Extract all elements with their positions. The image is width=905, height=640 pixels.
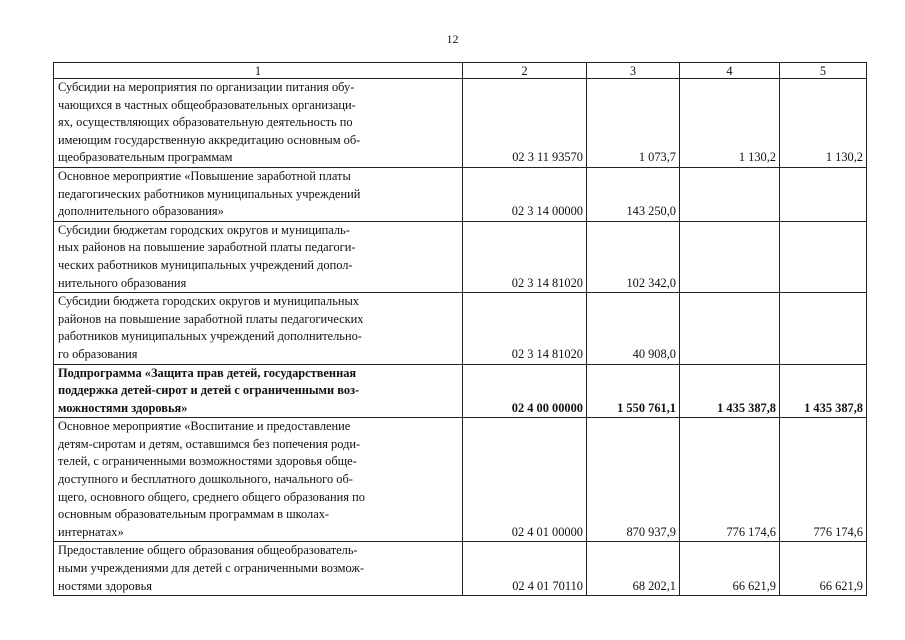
row-name-line: поддержка детей-сирот и детей с ограниченными воз- [58,383,360,398]
row-name-line: доступного и бесплатного дошкольного, начального об- [58,472,353,487]
row-value-cell: 66 621,9 [780,542,867,596]
row-name-line: ных районов на повышение заработной платы педагоги- [58,240,356,255]
row-value-cell [680,167,780,221]
row-name-line: интернатах» [58,524,124,539]
row-name-line: Субсидии на мероприятия по организации питания обу- [58,80,355,94]
row-name-line: педагогических работников муниципальных учреждений [58,186,361,201]
row-value-cell: 1 435 387,8 [680,364,780,418]
row-name-line: работников муниципальных учреждений дополнительно- [58,329,362,344]
row-value-cell [780,167,867,221]
row-value-cell: 66 621,9 [680,542,780,596]
row-name-line: имеющим государственную аккредитацию основным об- [58,132,361,147]
row-name-line: Подпрограмма «Защита прав детей, государственная [58,365,357,380]
column-header: 1 [54,63,463,79]
table-row [54,79,867,168]
row-name-line: можностями здоровья» [58,400,188,415]
column-header: 3 [587,63,680,79]
row-name-cell [54,221,463,292]
row-code-cell: 02 4 01 00000 [463,418,587,542]
row-value-cell: 776 174,6 [780,418,867,542]
row-name-line: телей, с ограниченными возможностями здоровья обще- [58,454,357,469]
table-row [54,418,867,542]
row-code-cell: 02 3 14 81020 [463,293,587,364]
row-name-line: ях, осуществляющих образовательную деятельность по [58,115,353,130]
row-value-cell: 68 202,1 [587,542,680,596]
row-value-cell [780,293,867,364]
row-value-cell: 870 937,9 [587,418,680,542]
row-name-line: Субсидии бюджетам городских округов и муниципаль- [58,222,350,237]
row-value-cell: 1 130,2 [780,79,867,168]
table-body [54,79,867,596]
row-value-cell: 1 130,2 [680,79,780,168]
row-name-line: детям-сиротам и детям, оставшимся без попечения роди- [58,436,361,451]
table-row [54,221,867,292]
row-name-line: Основное мероприятие «Повышение заработной платы [58,168,351,183]
row-value-cell: 40 908,0 [587,293,680,364]
row-name-line: Субсидии бюджета городских округов и муниципальных [58,294,360,309]
row-name-line: основным образовательным программам в школах- [58,507,330,522]
row-name-line: районов на повышение заработной платы педагогических [58,311,364,326]
row-name-line: Предоставление общего образования общеобразователь- [58,543,358,558]
row-name-line: Основное мероприятие «Воспитание и предоставление [58,419,351,434]
page-number: 12 [446,32,459,46]
table-row [54,364,867,418]
row-code-cell: 02 3 11 93570 [463,79,587,168]
row-value-cell: 776 174,6 [680,418,780,542]
row-value-cell: 1 073,7 [587,79,680,168]
row-name-line: го образования [58,346,138,361]
row-value-cell: 1 550 761,1 [587,364,680,418]
row-name-cell [54,364,463,418]
budget-table [53,62,867,596]
row-code-cell: 02 4 01 70110 [463,542,587,596]
row-name-line: щеобразовательным программам [58,150,233,165]
row-value-cell: 102 342,0 [587,221,680,292]
row-name-line: ными учреждениями для детей с ограниченными возмож- [58,561,365,576]
row-value-cell: 143 250,0 [587,167,680,221]
column-header: 2 [463,63,587,79]
table-row [54,293,867,364]
row-name-line: чающихся в частных общеобразовательных организаци- [58,97,356,112]
row-name-line: нительного образования [58,275,187,290]
row-name-line: дополнительного образования» [58,204,224,219]
row-value-cell [680,293,780,364]
table-header-row [54,63,867,79]
row-name-cell [54,79,463,168]
column-header: 5 [780,63,867,79]
row-code-cell: 02 3 14 00000 [463,167,587,221]
row-code-cell: 02 4 00 00000 [463,364,587,418]
row-value-cell [680,221,780,292]
row-name-cell [54,542,463,596]
row-name-cell [54,418,463,542]
table-row [54,542,867,596]
row-name-line: ческих работников муниципальных учреждений допол- [58,257,353,272]
row-name-cell [54,167,463,221]
table-row [54,167,867,221]
row-name-cell [54,293,463,364]
row-name-line: ностями здоровья [58,578,152,593]
row-code-cell: 02 3 14 81020 [463,221,587,292]
column-header: 4 [680,63,780,79]
row-name-line: щего, основного общего, среднего общего образования по [58,489,365,504]
row-value-cell: 1 435 387,8 [780,364,867,418]
row-value-cell [780,221,867,292]
